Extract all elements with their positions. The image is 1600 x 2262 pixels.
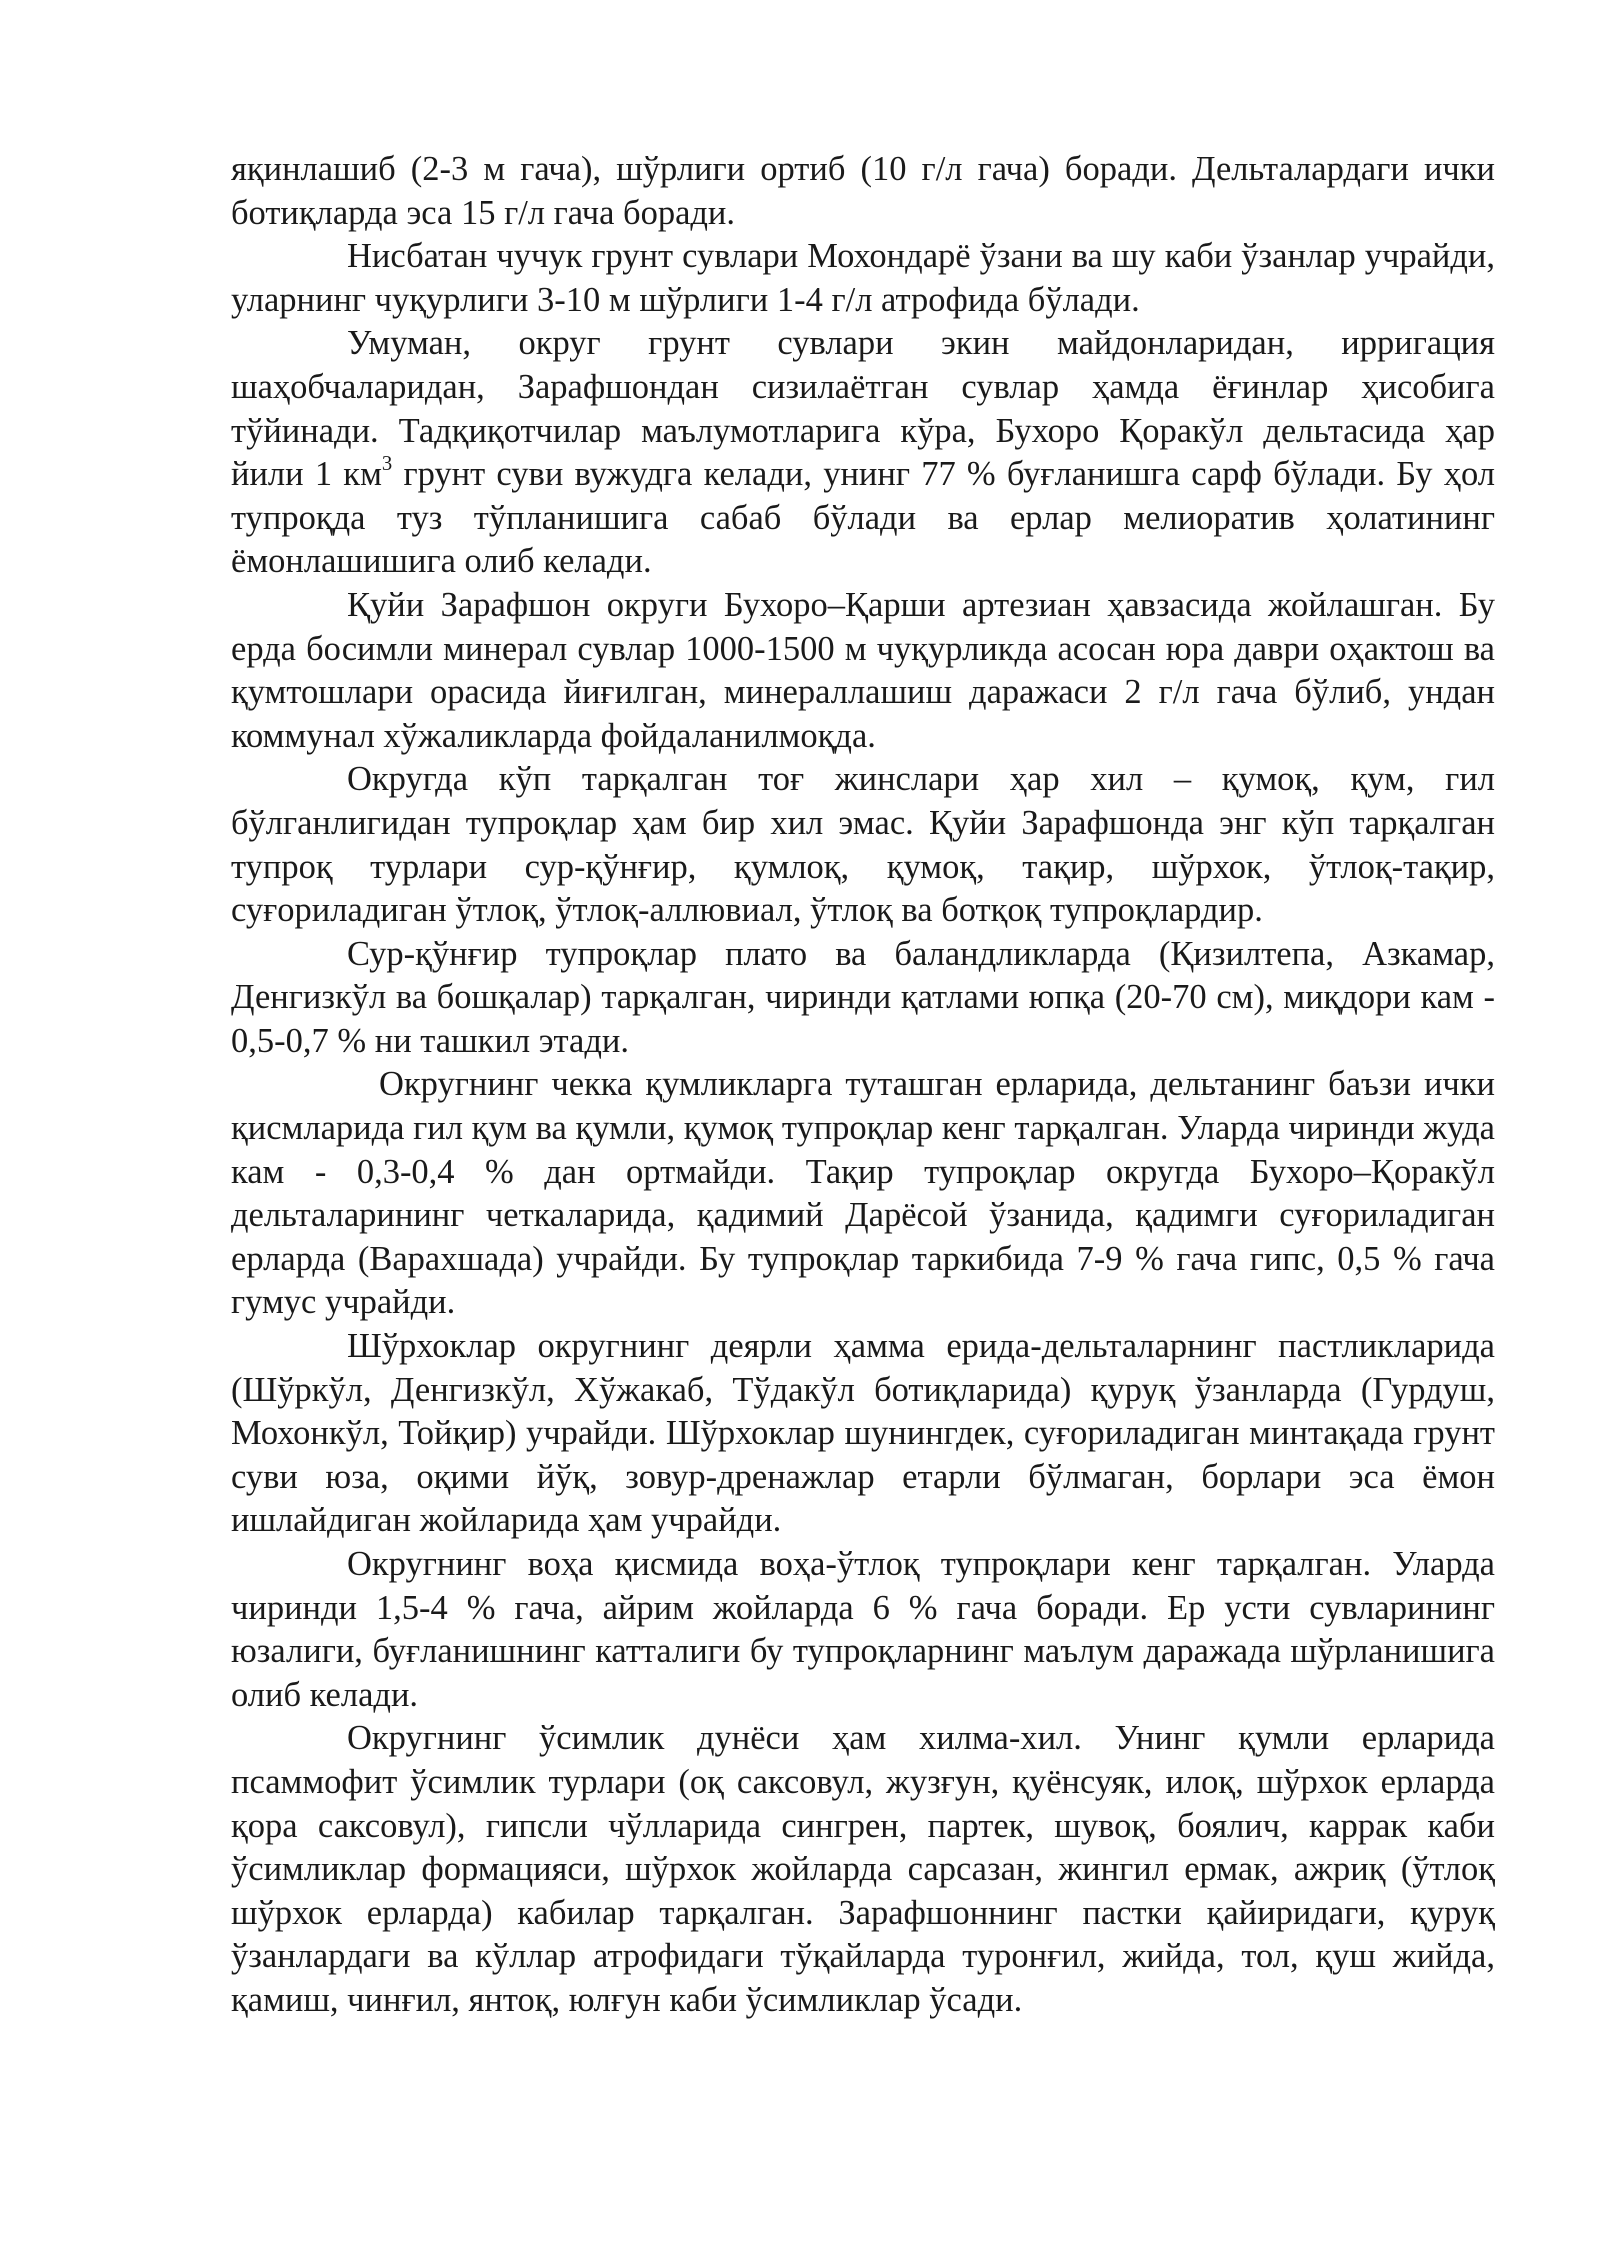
- paragraph-vegetation: Округнинг ўсимлик дунёси ҳам хилма-хил. Унинг қумли ерларида псаммофит ўсимлик турлари (оқ саксовул, жузғун, қуёнсуяк, илоқ, шўрхок ерларда қора саксовул), гипсли чўлларида сингрен, партек, шувоқ, боялич, каррак каби ўсимликлар формацияси, шўрхок жойларда сарсазан, жингил ермак, ажриқ (ўтлоқ шўрхок ерларда) кабилар тарқалган. Зарафшоннинг пастки қайиридаги, қуруқ ўзанлардаги ва кўллар атрофидаги тўқайларда туронғил, жийда, тол, қуш жийда, қамиш, чинғил, янтоқ, юлғун каби ўсимликлар ўсади.: [231, 1719, 1495, 2019]
- paragraph-text: Умуман, округ грунт сувлари экин майдонларидан, ирригация шаҳобчаларидан, Зарафшондан сизилаётган сувлар ҳамда ёғинлар ҳисобига тўйинади. Тадқиқотчилар маълумотларига кўра, Бухоро Қоракўл дельтасида ҳар йили 1 км: [231, 324, 1495, 494]
- paragraph-solonchaks: Шўрхоклар округнинг деярли ҳамма ерида-дельталарнинг пастликларида (Шўркўл, Денгизкўл, Хўжакаб, Тўдакўл ботиқларида) қуруқ ўзанларда (Гурдуш, Мохонкўл, Тойқир) учрайди. Шўрхоклар шунингдек, суғориладиган минтақада грунт суви юза, оқими йўқ, зовур-дренажлар етарли бўлмаган, борлари эса ёмон ишлайдиган жойларида ҳам учрайди.: [231, 1327, 1495, 1540]
- paragraph-groundwater-salinity: яқинлашиб (2-3 м гача), шўрлиги ортиб (10 г/л гача) боради. Дельталардаги ички ботиқларда эса 15 г/л гача боради.: [231, 150, 1495, 232]
- superscript-cubic: 3: [381, 452, 393, 475]
- paragraph-oasis-meadow-soils: Округнинг воҳа қисмида воҳа-ўтлоқ тупроқлари кенг тарқалган. Уларда чиринди 1,5-4 % гача, айрим жойларда 6 % гача боради. Ер усти сувларининг юзалиги, буғланишнинг катталиги бу тупроқларнинг маълум даражада шўрланишига олиб келади.: [231, 1545, 1495, 1714]
- paragraph-text: грунт суви вужудга келади, унинг 77 % буғланишга сарф бўлади. Бу ҳол тупроқда туз тўпланишига сабаб бўлади ва ерлар мелиоратив ҳолатининг ёмонлашишига олиб келади.: [231, 455, 1495, 581]
- paragraph-sandy-soils: Округнинг чекка қумликларга туташган ерларида, дельтанинг баъзи ички қисмларида гил қум ва қумли, қумоқ тупроқлар кенг тарқалган. Уларда чиринди жуда кам - 0,3-0,4 % дан ортмайди. Тақир тупроқлар округда Бухоро–Қоракўл дельталарининг четкаларида, қадимий Дарёсой ўзанида, қадимги суғориладиган ерларда (Варахшада) учрайди. Бу тупроқлар таркибида 7-9 % гача гипс, 0,5 % гача гумус учрайди.: [231, 1065, 1495, 1322]
- document-page: [231, 148, 1495, 2023]
- paragraph-fresh-groundwater: Нисбатан чучук грунт сувлари Мохондарё ўзани ва шу каби ўзанлар учрайди, уларнинг чуқурлиги 3-10 м шўрлиги 1-4 г/л атрофида бўлади.: [231, 237, 1495, 319]
- paragraph-groundwater-recharge: [231, 322, 1495, 584]
- paragraph-artesian-basin: Қуйи Зарафшон округи Бухоро–Қарши артезиан ҳавзасида жойлашган. Бу ерда босимли минерал сувлар 1000-1500 м чуқурликда асосан юра даври оҳактош ва қумтошлари орасида йиғилган, минераллашиш даражаси 2 г/л гача бўлиб, ундан коммунал хўжаликларда фойдаланилмоқда.: [231, 585, 1495, 755]
- paragraph-soil-types: Округда кўп тарқалган тоғ жинслари ҳар хил – қумоқ, қум, гил бўлганлигидан тупроқлар ҳам бир хил эмас. Қуйи Зарафшонда энг кўп тарқалган тупроқ турлари сур-қўнғир, қумлоқ, қумоқ, тақир, шўрхок, ўтлоқ-тақир, суғориладиган ўтлоқ, ўтлоқ-аллювиал, ўтлоқ ва ботқоқ тупроқлардир.: [231, 760, 1495, 930]
- paragraph-grey-brown-soils: Сур-қўнғир тупроқлар плато ва баландликларда (Қизилтепа, Азкамар, Денгизкўл ва бошқалар) тарқалган, чиринди қатлами юпқа (20-70 см), миқдори кам - 0,5-0,7 % ни ташкил этади.: [231, 934, 1495, 1060]
